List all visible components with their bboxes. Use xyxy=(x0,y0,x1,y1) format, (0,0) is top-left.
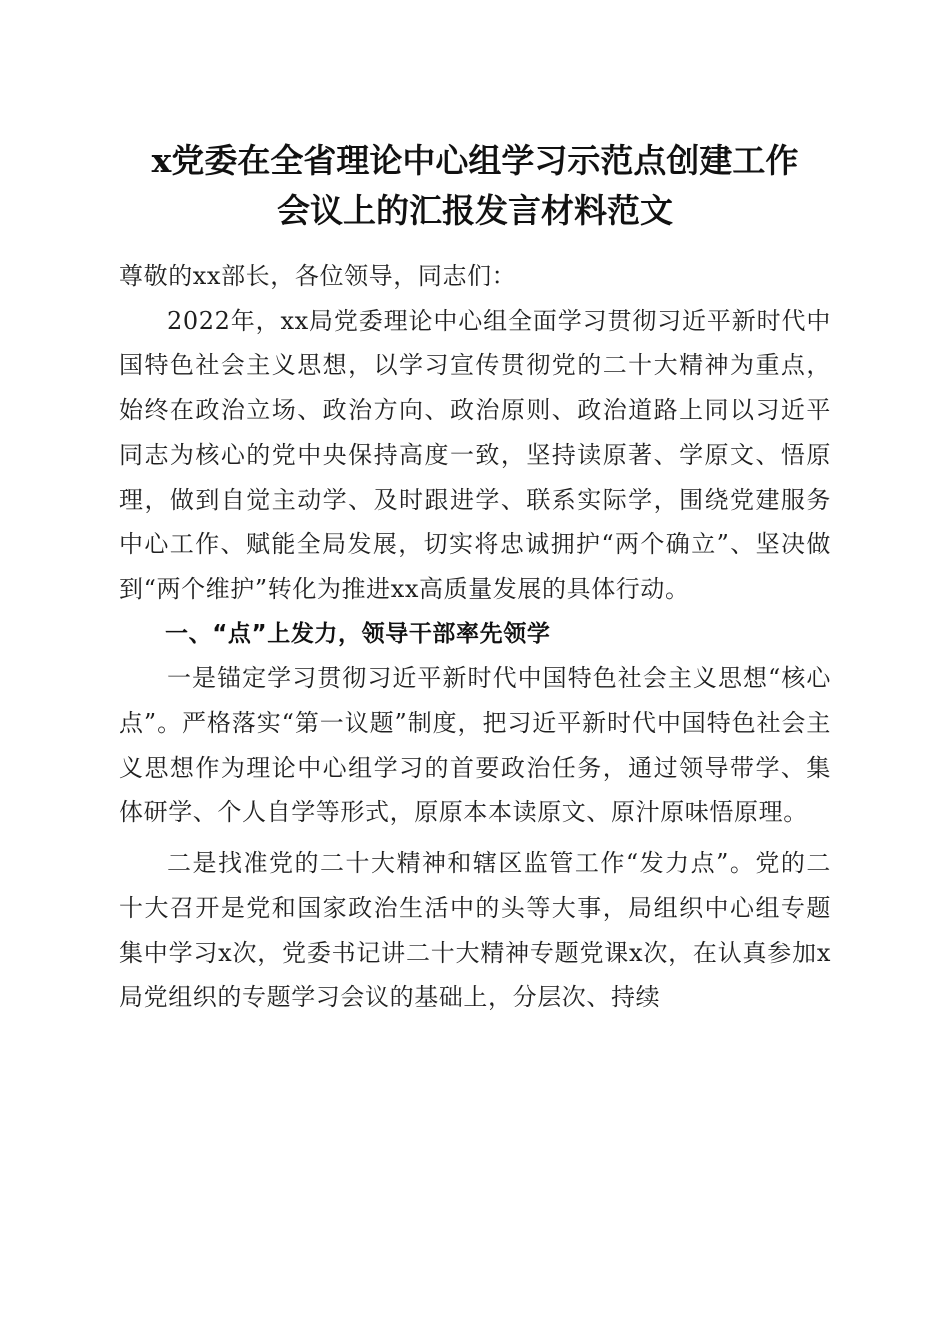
title-line-1: x党委在全省理论中心组学习示范点创建工作 xyxy=(151,141,799,180)
point-one-paragraph: 一是锚定学习贯彻习近平新时代中国特色社会主义思想“核心点”。严格落实“第一议题”制度，把习近平新时代中国特色社会主义思想作为理论中心组学习的首要政治任务，通过领导带学、集体研学、个人自学等形式，原原本本读原文、原汁原味悟原理。 xyxy=(119,664,831,827)
title-line-2: 会议上的汇报发言材料范文 xyxy=(277,191,673,230)
document-title xyxy=(100,136,850,236)
section-heading: 一、“点”上发力，领导干部率先领学 xyxy=(165,620,551,647)
intro-paragraph: 2022年，xx局党委理论中心组全面学习贯彻习近平新时代中国特色社会主义思想，以学习宣传贯彻党的二十大精神为重点，始终在政治立场、政治方向、政治原则、政治道路上同以习近平同志为核心的党中央保持高度一致，坚持读原著、学原文、悟原理，做到自觉主动学、及时跟进学、联系实际学，围绕党建服务中心工作、赋能全局发展，切实将忠诚拥护“两个确立”、坚决做到“两个维护”转化为推进xx高质量发展的具体行动。 xyxy=(119,306,831,603)
document-body xyxy=(119,254,831,1020)
point-two-paragraph: 二是找准党的二十大精神和辖区监管工作“发力点”。党的二十大召开是党和国家政治生活中的头等大事，局组织中心组专题集中学习x次，党委书记讲二十大精神专题党课x次，在认真参加x局党组织的专题学习会议的基础上，分层次、持续 xyxy=(119,849,831,1012)
salutation: 尊敬的xx部长，各位领导，同志们： xyxy=(119,262,517,290)
